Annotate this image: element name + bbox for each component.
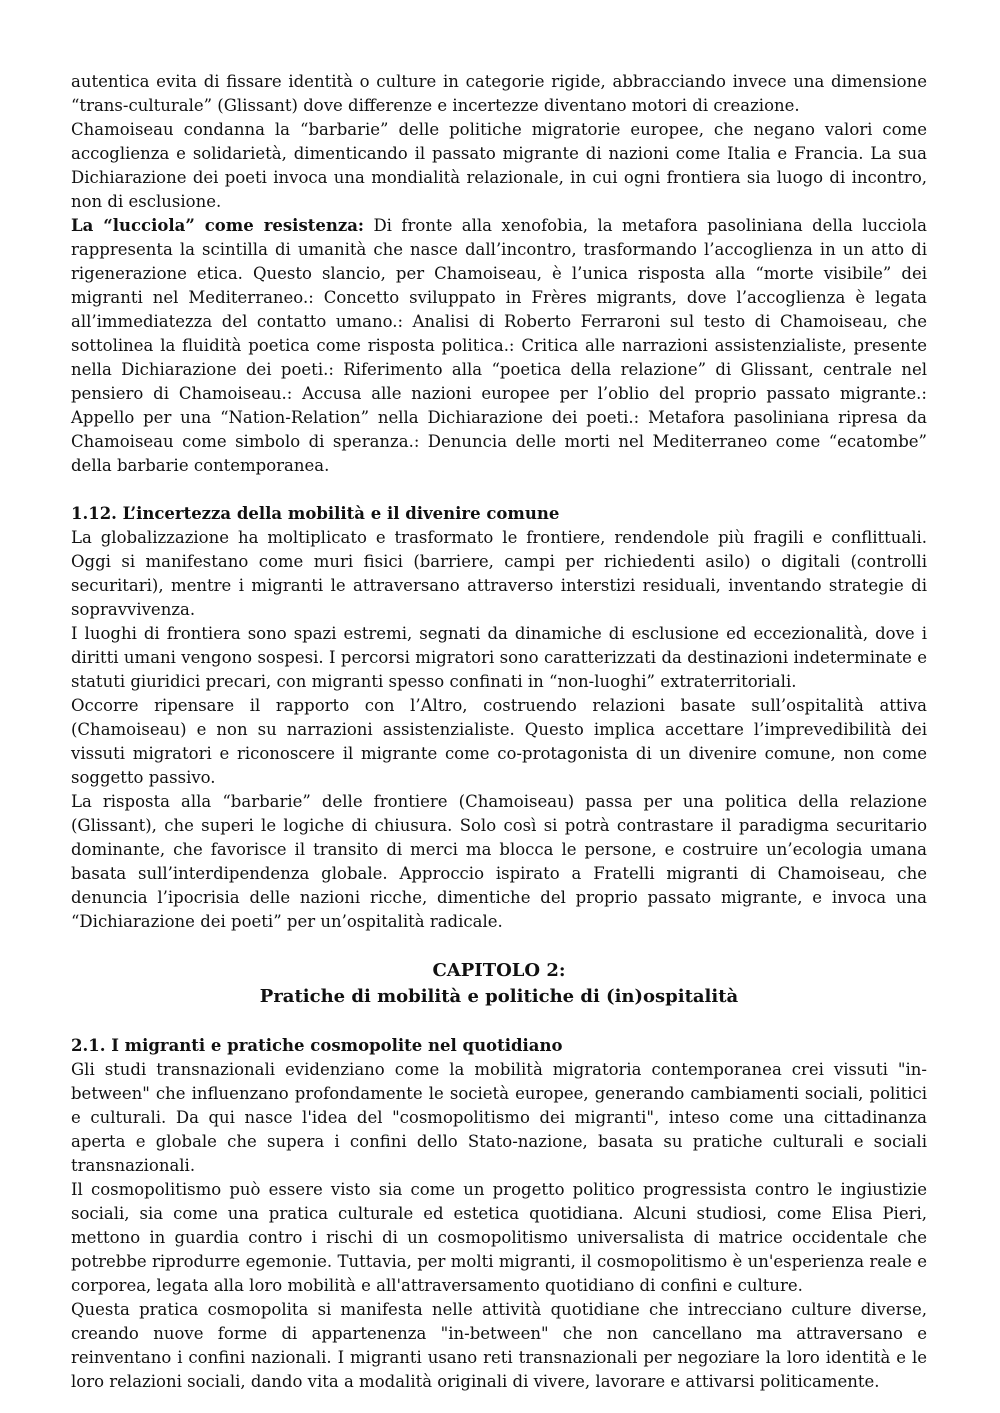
- spacer: [71, 478, 927, 502]
- chapter-title: CAPITOLO 2:: [432, 960, 566, 981]
- spacer: [71, 934, 927, 958]
- paragraph: autentica evita di fissare identità o culture in categorie rigide, abbracciando invece una dimensione “trans-culturale” (Glissant) dove differenze e incertezze diventano motori di creazione.: [71, 72, 927, 115]
- paragraph: Occorre ripensare il rapporto con l’Altro, costruendo relazioni basate sull’ospitalità attiva (Chamoiseau) e non su narrazioni assistenzialiste. Questo implica accettare l’imprevedibilità dei vissuti migratori e riconoscere il migrante come co-protagonista di un divenire comune, non come soggetto passivo.: [71, 696, 927, 787]
- section-heading: 1.12. L’incertezza della mobilità e il divenire comune: [71, 504, 560, 523]
- paragraph: Questa pratica cosmopolita si manifesta nelle attività quotidiane che intrecciano culture diverse, creando nuove forme di appartenenza "in-between" che non cancellano ma attraversano e reinventano i confini nazionali. I migranti usano reti transnazionali per negoziare la loro identità e le loro relazioni sociali, dando vita a modalità originali di vivere, lavorare e attivarsi politicamente.: [71, 1300, 927, 1391]
- paragraph-lead: La “lucciola” come resistenza:: [71, 216, 364, 235]
- paragraph: Il cosmopolitismo può essere visto sia come un progetto politico progressista contro le ingiustizie sociali, sia come una pratica culturale ed estetica quotidiana. Alcuni studiosi, come Elisa Pieri, mettono in guardia contro i rischi di un cosmopolitismo universalista di matrice occidentale che potrebbe riprodurre egemonie. Tuttavia, per molti migranti, il cosmopolitismo è un'esperienza reale e corporea, legata alla loro mobilità e all'attraversamento quotidiano di confini e culture.: [71, 1180, 927, 1295]
- paragraph: Chamoiseau condanna la “barbarie” delle politiche migratorie europee, che negano valori come accoglienza e solidarietà, dimenticando il passato migrante di nazioni come Italia e Francia. La sua Dichiarazione dei poeti invoca una mondialità relazionale, in cui ogni frontiera sia luogo di incontro, non di esclusione.: [71, 120, 927, 211]
- paragraph: La risposta alla “barbarie” delle frontiere (Chamoiseau) passa per una politica della relazione (Glissant), che superi le logiche di chiusura. Solo così si potrà contrastare il paradigma securitario dominante, che favorisce il transito di merci ma blocca le persone, e costruire un’ecologia umana basata sull’interdipendenza globale. Approccio ispirato a Fratelli migranti di Chamoiseau, che denuncia l’ipocrisia delle nazioni ricche, dimentiche del proprio passato migrante, e invoca una “Dichiarazione dei poeti” per un’ospitalità radicale.: [71, 792, 927, 931]
- paragraph: Gli studi transnazionali evidenziano come la mobilità migratoria contemporanea crei vissuti "in-between" che influenzano profondamente le società europee, generando cambiamenti sociali, politici e culturali. Da qui nasce l'idea del "cosmopolitismo dei migranti", inteso come una cittadinanza aperta e globale che supera i confini dello Stato-nazione, basata su pratiche culturali e sociali transnazionali.: [71, 1060, 927, 1175]
- chapter-subtitle: Pratiche di mobilità e politiche di (in)ospitalità: [259, 986, 739, 1007]
- paragraph: La globalizzazione ha moltiplicato e trasformato le frontiere, rendendole più fragili e conflittuali. Oggi si manifestano come muri fisici (barriere, campi per richiedenti asilo) o digitali (controlli securitari), mentre i migranti le attraversano attraverso interstizi residuali, inventando strategie di sopravvivenza.: [71, 528, 927, 619]
- section-heading: 2.1. I migranti e pratiche cosmopolite nel quotidiano: [71, 1036, 563, 1055]
- paragraph: I luoghi di frontiera sono spazi estremi, segnati da dinamiche di esclusione ed eccezionalità, dove i diritti umani vengono sospesi. I percorsi migratori sono caratterizzati da destinazioni indeterminate e statuti giuridici precari, con migranti spesso confinati in “non-luoghi” extraterritoriali.: [71, 624, 927, 691]
- paragraph-body: Di fronte alla xenofobia, la metafora pasoliniana della lucciola rappresenta la scintilla di umanità che nasce dall’incontro, trasformando l’accoglienza in un atto di rigenerazione etica. Questo slancio, per Chamoiseau, è l’unica risposta alla “morte visibile” dei migranti nel Mediterraneo.: Concetto sviluppato in Frères migrants, dove l’accoglienza è legata all’immediatezza del contatto umano.: Analisi di Roberto Ferraroni sul testo di Chamoiseau, che sottolinea la fluidità poetica come risposta politica.: Critica alle narrazioni assistenzialiste, presente nella Dichiarazione dei poeti.: Riferimento alla “poetica della relazione” di Glissant, centrale nel pensiero di Chamoiseau.: Accusa alle nazioni europee per l’oblio del proprio passato migrante.: Appello per una “Nation-Relation” nella Dichiarazione dei poeti.: Metafora pasoliniana ripresa da Chamoiseau come simbolo di speranza.: Denuncia delle morti nel Mediterraneo come “ecatombe” della barbarie contemporanea.: [71, 216, 927, 475]
- spacer: [71, 1010, 927, 1034]
- document-page: [71, 70, 927, 1394]
- paragraph: [71, 214, 927, 478]
